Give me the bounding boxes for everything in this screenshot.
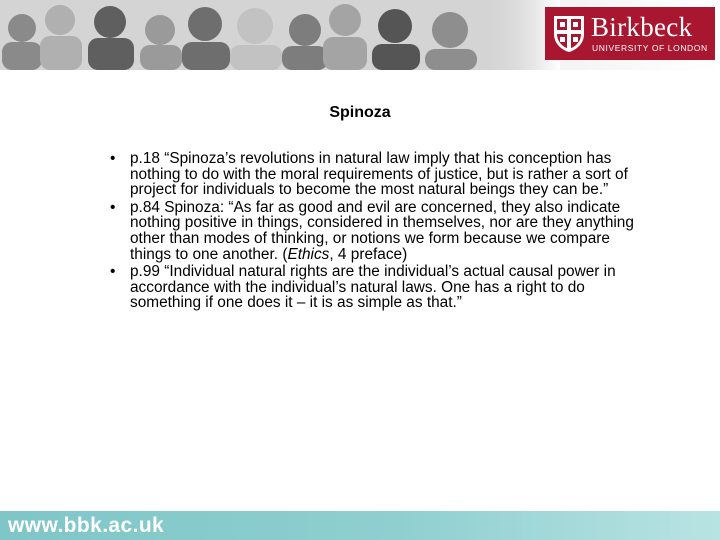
bullet-emphasis: Ethics [287,245,330,263]
people-photo-strip [0,0,560,70]
bullet-item-3 [110,264,650,311]
bullet-list [110,151,650,313]
footer-url-link[interactable]: www.bbk.ac.uk [8,514,165,537]
logo-subtitle: UNIVERSITY OF LONDON [592,43,708,53]
bullet-text: p.18 “Spinoza’s revolutions in natural law imply that his conception has nothing to do with the moral requirements of justice, but is rather a sort of project for individuals to become the most natural beings they can be.” [130,150,628,199]
header-banner [0,0,720,70]
crest-icon [552,14,586,53]
bullet-text: p.84 Spinoza: “As far as good and evil are concerned, they also indicate nothing positive in things, considered in themselves, nor are they anything other than modes of thinking, or notions we form because we compare things to one another. ( [130,198,634,263]
bullet-text-after: , 4 preface) [329,245,408,263]
bullet-text: p.99 “Individual natural rights are the individual’s actual causal power in accordance with the individual’s natural laws. One has a right to do something if one does it – it is as simple as that.” [130,263,616,312]
bullet-item-2 [110,200,650,262]
birkbeck-logo[interactable] [545,7,715,60]
logo-name: Birkbeck [591,12,693,42]
footer-bar [0,511,720,540]
bullet-marker: • [110,198,116,216]
slide-title: Spinoza [329,104,391,121]
bullet-item-1 [110,151,650,198]
bullet-marker: • [110,263,116,281]
bullet-marker: • [110,150,116,167]
